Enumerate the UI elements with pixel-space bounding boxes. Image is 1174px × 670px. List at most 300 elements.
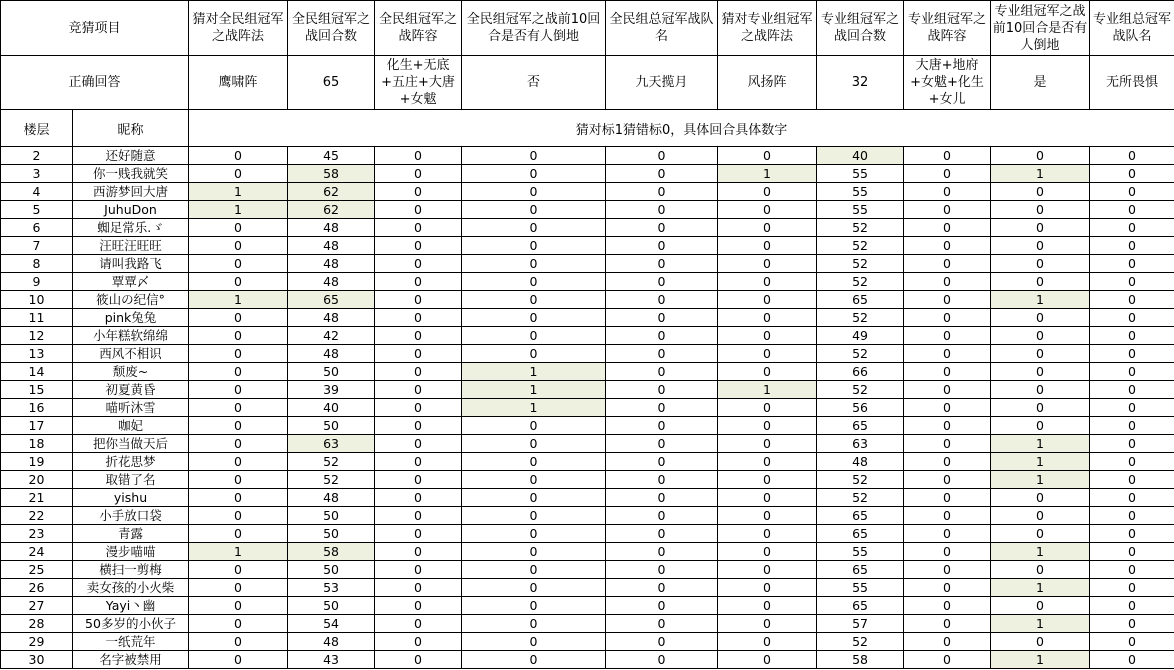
- value-cell: 62: [288, 201, 375, 219]
- value-cell: 48: [288, 633, 375, 651]
- floor-cell: 26: [1, 579, 73, 597]
- value-cell: 0: [375, 255, 462, 273]
- nickname-cell: 你一贱我就笑: [73, 165, 189, 183]
- value-cell: 0: [462, 327, 606, 345]
- floor-cell: 19: [1, 453, 73, 471]
- value-cell: 0: [718, 327, 817, 345]
- answer-cell: 无所畏惧: [1090, 56, 1174, 110]
- value-cell: 0: [991, 507, 1090, 525]
- value-cell: 0: [375, 579, 462, 597]
- value-cell: 0: [606, 507, 718, 525]
- nickname-cell: 咖妃: [73, 417, 189, 435]
- value-cell: 0: [1090, 597, 1174, 615]
- table-row: [1, 165, 1174, 183]
- value-cell: 0: [606, 237, 718, 255]
- value-cell: 52: [288, 453, 375, 471]
- value-cell: 0: [606, 309, 718, 327]
- table-row: [1, 327, 1174, 345]
- table-row: [1, 183, 1174, 201]
- floor-cell: 27: [1, 597, 73, 615]
- value-cell: 1: [189, 183, 288, 201]
- value-cell: 52: [817, 381, 904, 399]
- value-cell: 0: [375, 291, 462, 309]
- value-cell: 0: [189, 525, 288, 543]
- answer-cell: 鹰啸阵: [189, 56, 288, 110]
- floor-cell: 6: [1, 219, 73, 237]
- floor-cell: 30: [1, 651, 73, 669]
- value-cell: 0: [718, 255, 817, 273]
- value-cell: 0: [606, 615, 718, 633]
- floor-header-cell: 楼层: [1, 110, 73, 147]
- value-cell: 0: [1090, 417, 1174, 435]
- value-cell: 0: [375, 165, 462, 183]
- value-cell: 0: [904, 561, 991, 579]
- floor-cell: 14: [1, 363, 73, 381]
- table-row: [1, 615, 1174, 633]
- nickname-cell: 小年糕软绵绵: [73, 327, 189, 345]
- value-cell: 0: [606, 273, 718, 291]
- value-cell: 0: [606, 597, 718, 615]
- nickname-cell: 50多岁的小伙子: [73, 615, 189, 633]
- value-cell: 39: [288, 381, 375, 399]
- answer-label-cell: 正确回答: [1, 56, 189, 110]
- value-cell: 0: [375, 597, 462, 615]
- value-cell: 0: [904, 345, 991, 363]
- value-cell: 0: [606, 633, 718, 651]
- table-row: [1, 489, 1174, 507]
- answer-cell: 32: [817, 56, 904, 110]
- nickname-cell: 一纸荒年: [73, 633, 189, 651]
- value-cell: 52: [817, 471, 904, 489]
- answer-cell: 否: [462, 56, 606, 110]
- value-cell: 0: [1090, 615, 1174, 633]
- value-cell: 66: [817, 363, 904, 381]
- header-col-cell: 全民组冠军之战回合数: [288, 1, 375, 56]
- value-cell: 0: [375, 399, 462, 417]
- value-cell: 0: [718, 435, 817, 453]
- value-cell: 0: [1090, 471, 1174, 489]
- value-cell: 0: [718, 201, 817, 219]
- value-cell: 65: [817, 507, 904, 525]
- value-cell: 0: [991, 345, 1090, 363]
- nickname-cell: 汪旺汪旺旺: [73, 237, 189, 255]
- floor-cell: 2: [1, 147, 73, 165]
- nickname-header-cell: 昵称: [73, 110, 189, 147]
- value-cell: 0: [606, 327, 718, 345]
- value-cell: 0: [991, 255, 1090, 273]
- value-cell: 40: [817, 147, 904, 165]
- value-cell: 0: [991, 363, 1090, 381]
- value-cell: 0: [1090, 435, 1174, 453]
- value-cell: 1: [991, 543, 1090, 561]
- header-col-cell: 全民组冠军之战阵容: [375, 1, 462, 56]
- value-cell: 0: [375, 219, 462, 237]
- value-cell: 0: [991, 597, 1090, 615]
- value-cell: 0: [991, 417, 1090, 435]
- value-cell: 0: [462, 309, 606, 327]
- value-cell: 0: [904, 363, 991, 381]
- value-cell: 65: [817, 561, 904, 579]
- value-cell: 0: [189, 237, 288, 255]
- value-cell: 0: [606, 147, 718, 165]
- value-cell: 1: [991, 291, 1090, 309]
- value-cell: 0: [991, 399, 1090, 417]
- value-cell: 49: [817, 327, 904, 345]
- value-cell: 52: [817, 273, 904, 291]
- nickname-cell: 名字被禁用: [73, 651, 189, 669]
- value-cell: 0: [991, 309, 1090, 327]
- value-cell: 0: [904, 255, 991, 273]
- value-cell: 0: [189, 165, 288, 183]
- value-cell: 0: [718, 615, 817, 633]
- header-col-cell: 专业组冠军之战阵容: [904, 1, 991, 56]
- value-cell: 0: [718, 597, 817, 615]
- value-cell: 1: [718, 381, 817, 399]
- value-cell: 0: [462, 489, 606, 507]
- value-cell: 54: [288, 615, 375, 633]
- value-cell: 0: [606, 471, 718, 489]
- value-cell: 50: [288, 417, 375, 435]
- value-cell: 0: [375, 309, 462, 327]
- value-cell: 1: [462, 381, 606, 399]
- nickname-cell: 覃覃〆: [73, 273, 189, 291]
- value-cell: 0: [718, 183, 817, 201]
- value-cell: 0: [1090, 633, 1174, 651]
- value-cell: 0: [718, 543, 817, 561]
- nickname-cell: 横扫一剪梅: [73, 561, 189, 579]
- table-row: [1, 597, 1174, 615]
- value-cell: 0: [991, 327, 1090, 345]
- value-cell: 0: [904, 381, 991, 399]
- nickname-cell: pink兔兔: [73, 309, 189, 327]
- value-cell: 0: [718, 345, 817, 363]
- value-cell: 0: [462, 147, 606, 165]
- value-cell: 0: [991, 633, 1090, 651]
- value-cell: 0: [375, 273, 462, 291]
- value-cell: 0: [189, 345, 288, 363]
- value-cell: 0: [991, 147, 1090, 165]
- value-cell: 0: [1090, 525, 1174, 543]
- value-cell: 0: [375, 435, 462, 453]
- value-cell: 0: [606, 381, 718, 399]
- header-col-cell: 专业组冠军之战前10回合是否有人倒地: [991, 1, 1090, 56]
- value-cell: 0: [375, 345, 462, 363]
- value-cell: 0: [462, 291, 606, 309]
- value-cell: 0: [462, 219, 606, 237]
- floor-cell: 24: [1, 543, 73, 561]
- floor-cell: 7: [1, 237, 73, 255]
- value-cell: 0: [462, 435, 606, 453]
- floor-cell: 20: [1, 471, 73, 489]
- floor-cell: 5: [1, 201, 73, 219]
- value-cell: 0: [189, 633, 288, 651]
- table-row: [1, 381, 1174, 399]
- value-cell: 0: [904, 543, 991, 561]
- nickname-cell: 折花思梦: [73, 453, 189, 471]
- value-cell: 0: [606, 435, 718, 453]
- value-cell: 1: [991, 471, 1090, 489]
- value-cell: 1: [189, 543, 288, 561]
- value-cell: 0: [904, 165, 991, 183]
- value-cell: 0: [606, 363, 718, 381]
- value-cell: 0: [991, 237, 1090, 255]
- value-cell: 0: [462, 453, 606, 471]
- value-cell: 62: [288, 183, 375, 201]
- value-cell: 57: [817, 615, 904, 633]
- floor-cell: 10: [1, 291, 73, 309]
- value-cell: 45: [288, 147, 375, 165]
- value-cell: 0: [375, 561, 462, 579]
- floor-cell: 23: [1, 525, 73, 543]
- answer-row: [1, 56, 1174, 110]
- value-cell: 0: [606, 579, 718, 597]
- nickname-cell: 小手放口袋: [73, 507, 189, 525]
- value-cell: 1: [991, 615, 1090, 633]
- value-cell: 0: [904, 327, 991, 345]
- answer-cell: 大唐+地府+女魃+化生+女儿: [904, 56, 991, 110]
- value-cell: 1: [991, 435, 1090, 453]
- value-cell: 0: [606, 561, 718, 579]
- value-cell: 52: [817, 489, 904, 507]
- header-label-cell: 竞猜项目: [1, 1, 189, 56]
- value-cell: 0: [1090, 543, 1174, 561]
- value-cell: 0: [189, 453, 288, 471]
- table-row: [1, 345, 1174, 363]
- value-cell: 52: [817, 309, 904, 327]
- value-cell: 0: [1090, 147, 1174, 165]
- value-cell: 0: [375, 327, 462, 345]
- nickname-cell: 西风不相识: [73, 345, 189, 363]
- value-cell: 0: [189, 273, 288, 291]
- value-cell: 0: [606, 201, 718, 219]
- floor-cell: 9: [1, 273, 73, 291]
- value-cell: 0: [462, 543, 606, 561]
- value-cell: 0: [718, 651, 817, 669]
- value-cell: 1: [462, 399, 606, 417]
- value-cell: 0: [904, 579, 991, 597]
- value-cell: 0: [904, 597, 991, 615]
- value-cell: 0: [991, 183, 1090, 201]
- value-cell: 1: [189, 291, 288, 309]
- value-cell: 48: [288, 237, 375, 255]
- value-cell: 55: [817, 543, 904, 561]
- value-cell: 1: [718, 165, 817, 183]
- table-row: [1, 201, 1174, 219]
- nickname-cell: 把你当做天后: [73, 435, 189, 453]
- value-cell: 0: [718, 291, 817, 309]
- value-cell: 0: [904, 237, 991, 255]
- value-cell: 0: [1090, 489, 1174, 507]
- value-cell: 0: [1090, 165, 1174, 183]
- floor-cell: 22: [1, 507, 73, 525]
- value-cell: 52: [817, 345, 904, 363]
- value-cell: 0: [189, 327, 288, 345]
- value-cell: 40: [288, 399, 375, 417]
- floor-cell: 18: [1, 435, 73, 453]
- value-cell: 0: [375, 363, 462, 381]
- table-row: [1, 363, 1174, 381]
- value-cell: 0: [462, 183, 606, 201]
- value-cell: 58: [288, 165, 375, 183]
- value-cell: 0: [462, 507, 606, 525]
- value-cell: 0: [606, 291, 718, 309]
- value-cell: 0: [1090, 579, 1174, 597]
- value-cell: 42: [288, 327, 375, 345]
- value-cell: 50: [288, 561, 375, 579]
- table-row: [1, 543, 1174, 561]
- value-cell: 0: [1090, 255, 1174, 273]
- nickname-cell: 蜘足常乐.ゞ: [73, 219, 189, 237]
- value-cell: 0: [718, 507, 817, 525]
- value-cell: 0: [1090, 237, 1174, 255]
- value-cell: 0: [462, 597, 606, 615]
- value-cell: 0: [718, 525, 817, 543]
- header-col-cell: 猜对专业组冠军之战阵法: [718, 1, 817, 56]
- value-cell: 0: [606, 183, 718, 201]
- value-cell: 0: [375, 651, 462, 669]
- value-cell: 0: [462, 237, 606, 255]
- header-col-cell: 猜对全民组冠军之战阵法: [189, 1, 288, 56]
- value-cell: 50: [288, 507, 375, 525]
- table-row: [1, 291, 1174, 309]
- answer-cell: 化生+无底+五庄+大唐+女魃: [375, 56, 462, 110]
- value-cell: 65: [288, 291, 375, 309]
- value-cell: 0: [375, 381, 462, 399]
- table-row: [1, 453, 1174, 471]
- answer-cell: 65: [288, 56, 375, 110]
- value-cell: 58: [817, 651, 904, 669]
- value-cell: 0: [904, 147, 991, 165]
- nickname-cell: 卖女孩的小火柴: [73, 579, 189, 597]
- table-row: [1, 273, 1174, 291]
- value-cell: 0: [606, 651, 718, 669]
- value-cell: 0: [606, 453, 718, 471]
- header-row: [1, 1, 1174, 56]
- value-cell: 0: [462, 471, 606, 489]
- value-cell: 0: [1090, 507, 1174, 525]
- value-cell: 0: [606, 525, 718, 543]
- value-cell: 0: [904, 633, 991, 651]
- value-cell: 0: [1090, 291, 1174, 309]
- floor-cell: 4: [1, 183, 73, 201]
- value-cell: 0: [189, 579, 288, 597]
- value-cell: 0: [462, 201, 606, 219]
- value-cell: 52: [817, 255, 904, 273]
- value-cell: 0: [375, 543, 462, 561]
- floor-cell: 13: [1, 345, 73, 363]
- value-cell: 0: [606, 219, 718, 237]
- value-cell: 0: [189, 363, 288, 381]
- value-cell: 52: [817, 219, 904, 237]
- value-cell: 0: [718, 237, 817, 255]
- value-cell: 48: [817, 453, 904, 471]
- value-cell: 0: [462, 615, 606, 633]
- value-cell: 0: [462, 345, 606, 363]
- table-row: [1, 651, 1174, 669]
- value-cell: 65: [817, 417, 904, 435]
- value-cell: 0: [904, 417, 991, 435]
- table-row: [1, 309, 1174, 327]
- value-cell: 0: [375, 489, 462, 507]
- header-col-cell: 全民组总冠军战队名: [606, 1, 718, 56]
- value-cell: 0: [606, 489, 718, 507]
- value-cell: 0: [375, 633, 462, 651]
- value-cell: 52: [817, 633, 904, 651]
- value-cell: 0: [1090, 327, 1174, 345]
- nickname-cell: 喵听沐雪: [73, 399, 189, 417]
- floor-cell: 3: [1, 165, 73, 183]
- value-cell: 0: [375, 237, 462, 255]
- value-cell: 0: [606, 345, 718, 363]
- value-cell: 0: [904, 399, 991, 417]
- value-cell: 52: [288, 471, 375, 489]
- value-cell: 0: [462, 651, 606, 669]
- nickname-cell: 取错了名: [73, 471, 189, 489]
- value-cell: 43: [288, 651, 375, 669]
- value-cell: 0: [904, 471, 991, 489]
- value-cell: 48: [288, 273, 375, 291]
- value-cell: 65: [817, 525, 904, 543]
- table-row: [1, 435, 1174, 453]
- value-cell: 53: [288, 579, 375, 597]
- floor-cell: 11: [1, 309, 73, 327]
- value-cell: 0: [991, 381, 1090, 399]
- value-cell: 48: [288, 219, 375, 237]
- floor-cell: 21: [1, 489, 73, 507]
- value-cell: 0: [991, 525, 1090, 543]
- value-cell: 0: [462, 417, 606, 435]
- value-cell: 0: [904, 489, 991, 507]
- value-cell: 55: [817, 165, 904, 183]
- table-row: [1, 633, 1174, 651]
- value-cell: 0: [1090, 273, 1174, 291]
- value-cell: 0: [1090, 345, 1174, 363]
- value-cell: 0: [189, 435, 288, 453]
- value-cell: 0: [1090, 453, 1174, 471]
- value-cell: 0: [718, 489, 817, 507]
- value-cell: 0: [1090, 651, 1174, 669]
- table-row: [1, 417, 1174, 435]
- value-cell: 0: [991, 489, 1090, 507]
- table-row: [1, 471, 1174, 489]
- value-cell: 56: [817, 399, 904, 417]
- value-cell: 0: [606, 417, 718, 435]
- value-cell: 0: [189, 219, 288, 237]
- value-cell: 0: [606, 399, 718, 417]
- value-cell: 0: [375, 525, 462, 543]
- value-cell: 0: [904, 435, 991, 453]
- floor-cell: 28: [1, 615, 73, 633]
- value-cell: 50: [288, 597, 375, 615]
- value-cell: 0: [904, 453, 991, 471]
- answer-cell: 是: [991, 56, 1090, 110]
- table-row: [1, 507, 1174, 525]
- value-cell: 1: [991, 453, 1090, 471]
- value-cell: 48: [288, 345, 375, 363]
- value-cell: 0: [904, 615, 991, 633]
- value-cell: 0: [189, 561, 288, 579]
- value-cell: 0: [462, 255, 606, 273]
- value-cell: 0: [904, 309, 991, 327]
- nickname-cell: 青露: [73, 525, 189, 543]
- floor-cell: 8: [1, 255, 73, 273]
- table-row: [1, 579, 1174, 597]
- nickname-cell: 漫步喵喵: [73, 543, 189, 561]
- value-cell: 52: [817, 237, 904, 255]
- value-cell: 0: [189, 417, 288, 435]
- value-cell: 0: [189, 381, 288, 399]
- table-row: [1, 255, 1174, 273]
